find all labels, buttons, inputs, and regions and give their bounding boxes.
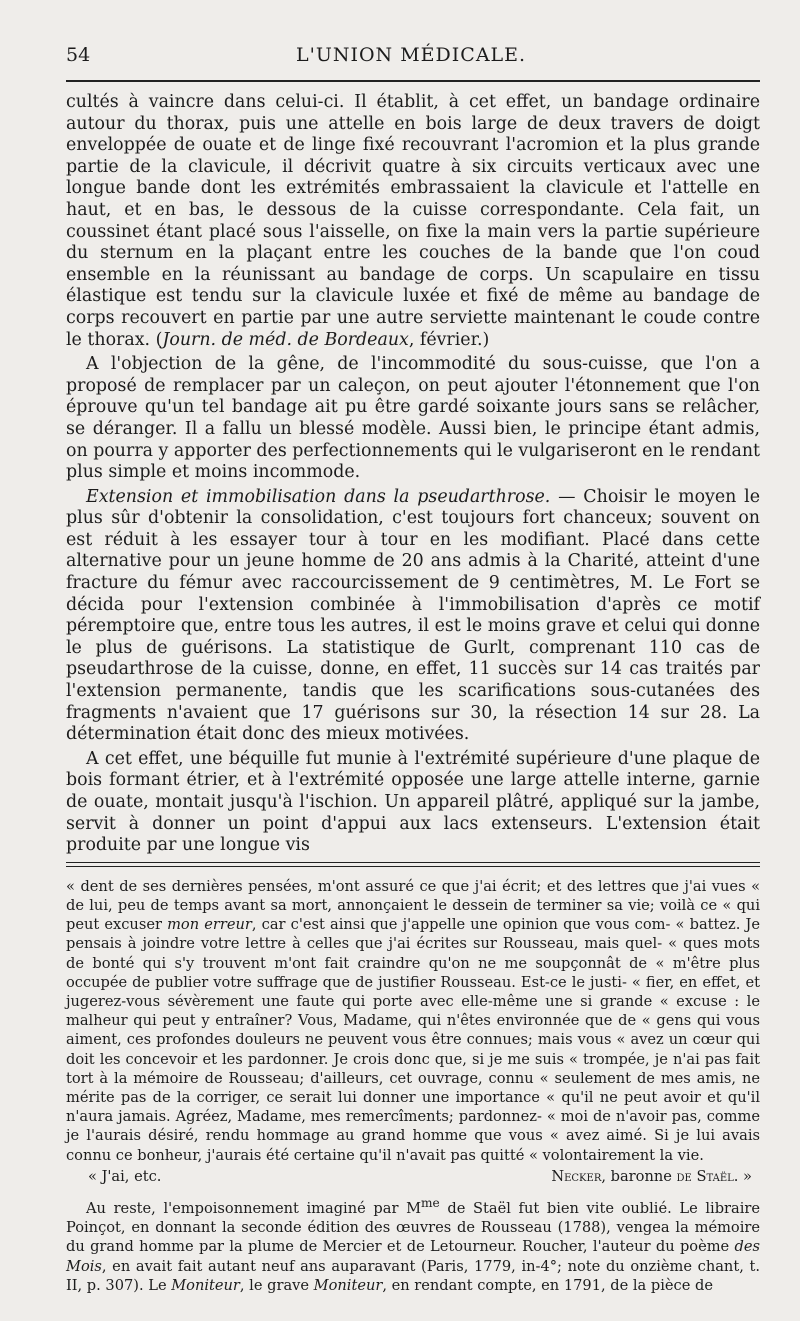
header-rule [66,80,760,82]
section-heading: Extension et immobilisation dans la pseudarthrose. [86,486,551,507]
paragraph-bequille: A cet effet, une béquille fut munie à l'extrémité supérieure d'une plaque de bois formant étrier, et à l'extrémité opposée une large attelle interne, garnie de ouate, montait jusqu'à l'ischion. Un appareil plâtré, appliqué sur la jambe, servit à donner un point d'appui aux lacs extenseurs. L'extension était produite par une longue vis [66,748,760,856]
superscript: me [421,1196,440,1211]
signature-text: , baronne [601,1167,677,1185]
footer-text: , le grave [239,1276,314,1294]
page-header [66,44,760,74]
main-text [66,92,760,857]
paragraph-text: cultés à vaincre dans celui-ci. Il établit, à cet effet, un bandage ordinaire autour du thorax, puis une attelle en bois large de deux travers de doigt enveloppée de ouate et de linge fixé recouvrant l'acromion et la plus grande partie de la clavicule, il décrivit quatre à six circuits verticaux avec une longue bande dont les extrémités embrassaient la clavicule et l'attelle en haut, et en bas, le dessous de la cuisse correspondante. Cela fait, un coussinet étant placé sous l'aisselle, on fixe la main vers la partie supérieure du sternum en la plaçant entre les couches de la bande que l'on coud ensemble en la réunissant au bandage de corps. Un scapulaire en tissu élastique est tendu sur la clavicule luxée et fixé de même au bandage de corps recouvert en partie par une autre serviette maintenant le coude contre le thorax. ( [66,92,760,350]
feuilleton-continuation [66,1194,760,1295]
paragraph-empoisonnement [66,1194,760,1295]
page-number: 54 [66,44,91,66]
letter-signoff [66,1167,760,1186]
footer-text: Au reste, l'empoisonnement imaginé par M [86,1199,422,1217]
poem-title: des Mois [66,1238,760,1275]
footer-text: , en avait fait autant neuf ans auparavant (Paris, 1779, in-4°; note du onzième chant, t. II, p. 307). Le [66,1257,760,1294]
letter-text: « dent de ses dernières pensées, m'ont assuré ce que j'ai écrit; et des lettres que j'ai vues « de lui, peu de temps avant sa mort, annonçaient le dessein de terminer sa vie; voilà ce « qui peut excuser [66,877,760,934]
letter-body [66,877,760,1165]
running-title: L'UNION MÉDICALE. [296,44,527,66]
letter-emphasis: mon erreur [167,916,252,934]
paragraph-bandage [66,92,760,351]
letter-text: , car c'est ainsi que j'appelle une opinion que vous com- « battez. Je pensais à joindre votre lettre à celles que j'ai écrites sur Rousseau, mais quel- « ques mots de bonté qui s'y trouvent m'ont fait craindre qu'on ne me soupçonnât de « m'être plus occupée de publier votre suffrage que de justifier Rousseau. Est-ce le justi- « fier, en effet, et jugerez-vous sévèrement une faute qui porte avec elle-même une si grande « excuse : le malheur qui peut y entraîner? Vous, Madame, qui n'êtes environnée que de « gens qui vous aiment, ces profondes douleurs ne peuvent vous être connues; mais vous « avez un cœur qui doit les concevoir et les pardonner. Je crois donc que, si je me suis « trompée, je n'ai pas fait tort à la mémoire de Rousseau; d'ailleurs, cet ouvrage, connu « seulement de mes amis, ne mérite pas de la corriger, ce serait lui donner une importance « qu'il ne peut avoir et qu'il n'aura jamais. Agréez, Madame, mes remercîments; pardonnez- « moi de n'avoir pas, comme je l'aurais désiré, rendu hommage au grand homme que vous « avez aimé. Si je lui avais connu ce bonheur, j'aurais été certaine qu'il n'avait pas quitté « volontairement la vie. [66,916,761,1164]
feuilleton-letter [66,877,760,1186]
paragraph-objection: A l'objection de la gêne, de l'incommodité du sous-cuisse, que l'on a proposé de remplacer par un caleçon, on peut ajouter l'étonnement que l'on éprouve qu'un tel bandage ait pu être gardé soixante jours sans se relâcher, se déranger. Il a fallu un blessé modèle. Aussi bien, le principe étant admis, on pourra y apporter des perfectionnements qui le vulgariseront en le rendant plus simple et moins incommode. [66,354,761,483]
newspaper-title: Moniteur [171,1276,240,1294]
paragraph-text: , février.) [408,329,490,350]
paragraph-text: — Choisir le moyen le plus sûr d'obtenir la consolidation, c'est toujours fort chanceux; souvent on est réduit à les essayer tour à tour en les modifiant. Placé dans cette alternative pour un jeune homme de 20 ans admis à la Charité, atteint d'une fracture du fémur avec raccourcissement de 9 centimètres, M. Le Fort se décida pour l'extension combinée à l'immobilisation d'après ce motif péremptoire que, entre tous les autres, il est le moins grave et celui qui donne le plus de guérisons. La statistique de Gurlt, comprenant 110 cas de pseudarthrose de la cuisse, donne, en effet, 11 succès sur 14 cas traités par l'extension permanente, tandis que les scarifications sous-cutanées des fragments n'avaient que 17 guérisons sur 30, la résection 14 sur 28. La détermination était donc des mieux motivées. [66,486,760,745]
letter-signature [551,1167,760,1186]
signature-surname: de Staël [676,1167,734,1185]
signature-text: . » [733,1167,752,1185]
signature-name: Necker [551,1167,602,1185]
footer-text: de Staël fut bien vite oublié. Le libraire Poinçot, en donnant la seconde édition des œuvres de Rousseau (1788), vengea la mémoire du grand homme par la plume de Mercier et de Letourneur. Roucher, l'auteur du poème [66,1199,760,1256]
section-divider [66,862,760,867]
newspaper-title: Moniteur [313,1276,383,1294]
letter-closing: « J'ai, etc. [88,1167,162,1185]
footer-text: , en rendant compte, en 1791, de la pièce de [382,1276,713,1294]
paragraph-pseudarthrose [66,487,760,746]
journal-reference: Journ. de méd. de Bordeaux [162,329,409,350]
